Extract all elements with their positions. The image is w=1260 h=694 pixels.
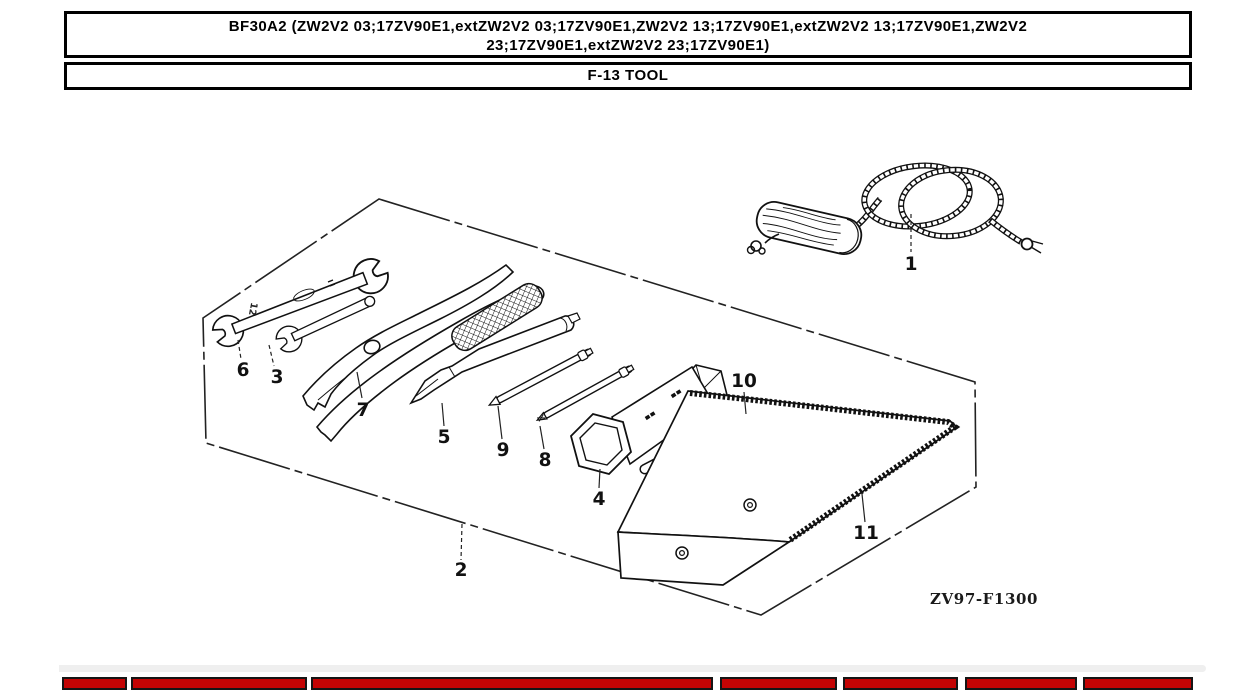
leader-line-8 [540, 426, 544, 449]
callout-4: 4 [592, 489, 606, 510]
leader-line-9 [498, 406, 502, 439]
model-line-1: BF30A2 (ZW2V2 03;17ZV90E1,extZW2V2 03;17ZV90E1,ZW2V2 13;17ZV90E1,extZW2V2 13;17ZV90E1,ZW2V2 [228, 18, 1028, 35]
wrench-size-stamp: 12 [245, 301, 260, 317]
bag-snap [676, 547, 688, 559]
toolbox-outline [203, 199, 976, 615]
callout-8: 8 [538, 450, 552, 471]
leader-line-5 [442, 403, 444, 426]
callout-7: 7 [356, 400, 370, 421]
rope-handle [753, 199, 864, 258]
table-header-cell-1 [62, 677, 127, 690]
table-header-cell-3 [311, 677, 713, 690]
table-header-cell-5 [843, 677, 958, 690]
callout-1: 1 [904, 254, 918, 275]
bag-flap [618, 532, 789, 585]
table-header-cell-2 [131, 677, 307, 690]
divider-strip [59, 665, 1206, 672]
rope-end-knot [1022, 239, 1033, 250]
leader-line-3 [269, 345, 274, 366]
callout-3: 3 [270, 367, 284, 388]
rope-knot [748, 234, 780, 254]
leader-line-6 [238, 340, 241, 359]
table-header-cell-4 [720, 677, 837, 690]
leader-line-11 [862, 494, 865, 522]
starter-rope [748, 160, 1044, 258]
callout-5: 5 [437, 427, 451, 448]
callout-9: 9 [496, 440, 510, 461]
leader-line-2 [461, 524, 462, 560]
callout-2: 2 [454, 560, 468, 581]
callout-10: 10 [731, 371, 757, 392]
table-header-cell-7 [1083, 677, 1193, 690]
figure-code: ZV97-F1300 [930, 590, 1039, 608]
callout-11: 11 [853, 523, 879, 544]
model-line-2: 23;17ZV90E1,extZW2V2 23;17ZV90E1) [486, 37, 770, 54]
callout-6: 6 [236, 360, 250, 381]
bag-snap [744, 499, 756, 511]
section-title: F-13 TOOL [587, 67, 669, 84]
table-header-cell-6 [965, 677, 1077, 690]
